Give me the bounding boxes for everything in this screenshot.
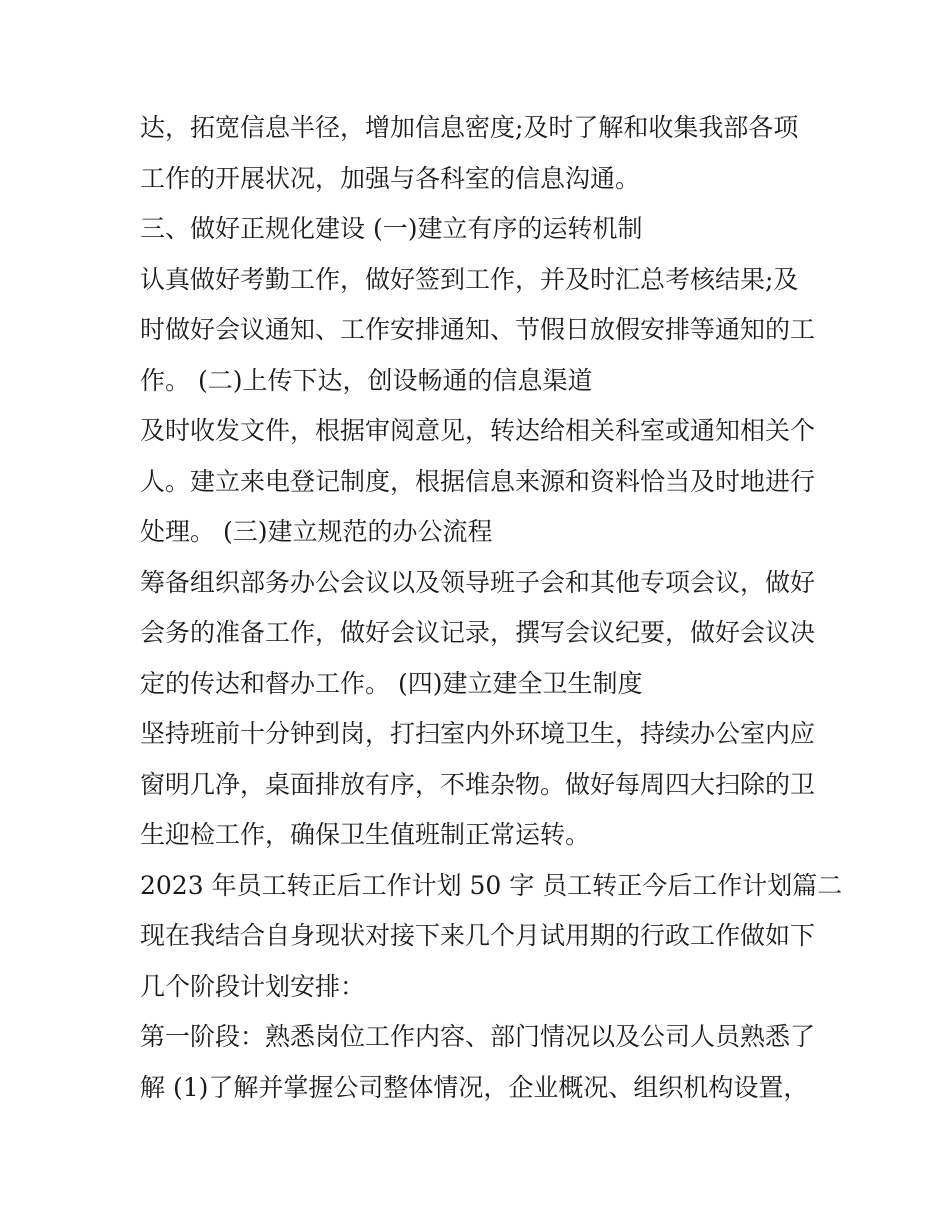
text-line: 人。建立来电登记制度，根据信息来源和资料恰当及时地进行 [140,466,816,496]
text-line: 解 (1)了解并掌握公司整体情况，企业概况、组织机构设置， [140,1072,809,1102]
text-line: 定的传达和督办工作。 (四)建立建全卫生制度 [140,668,643,698]
text-line: 及时收发文件，根据审阅意见，转达给相关科室或通知相关个 [140,416,816,445]
text-line: 几个阶段计划安排： [140,971,366,1001]
text-line: 窗明几净，桌面排放有序，不堆杂物。做好每周四大扫除的卫 [140,769,816,799]
text-line: 会务的准备工作，做好会议记录，撰写会议纪要，做好会议决 [140,618,816,647]
text-line: 筹备组织部务办公会议以及领导班子会和其他专项会议，做好 [140,567,816,597]
text-line: 作。 (二)上传下达，创设畅通的信息渠道 [140,365,593,395]
text-line: 第一阶段：熟悉岗位工作内容、部门情况以及公司人员熟悉了 [140,1022,816,1051]
text-line: 坚持班前十分钟到岗，打扫室内外环境卫生，持续办公室内应 [140,719,816,748]
text-line: 处理。 (三)建立规范的办公流程 [140,517,493,546]
text-line: 生迎检工作，确保卫生值班制正常运转。 [140,820,591,849]
text-line: 达，拓宽信息半径，增加信息密度;及时了解和收集我部各项 [140,113,799,142]
text-line: 工作的开展状况，加强与各科室的信息沟通。 [140,163,641,193]
text-line: 时做好会议通知、工作安排通知、节假日放假安排等通知的工 [140,315,816,344]
text-line: 现在我结合自身现状对接下来几个月试用期的行政工作做如下 [140,921,816,950]
article-title: 2023 年员工转正后工作计划 50 字 员工转正今后工作计划篇二 [140,870,843,900]
text-line: 认真做好考勤工作，做好签到工作，并及时汇总考核结果;及 [140,264,799,294]
document-body [140,103,843,1113]
section-heading: 三、做好正规化建设 (一)建立有序的运转机制 [140,214,643,243]
